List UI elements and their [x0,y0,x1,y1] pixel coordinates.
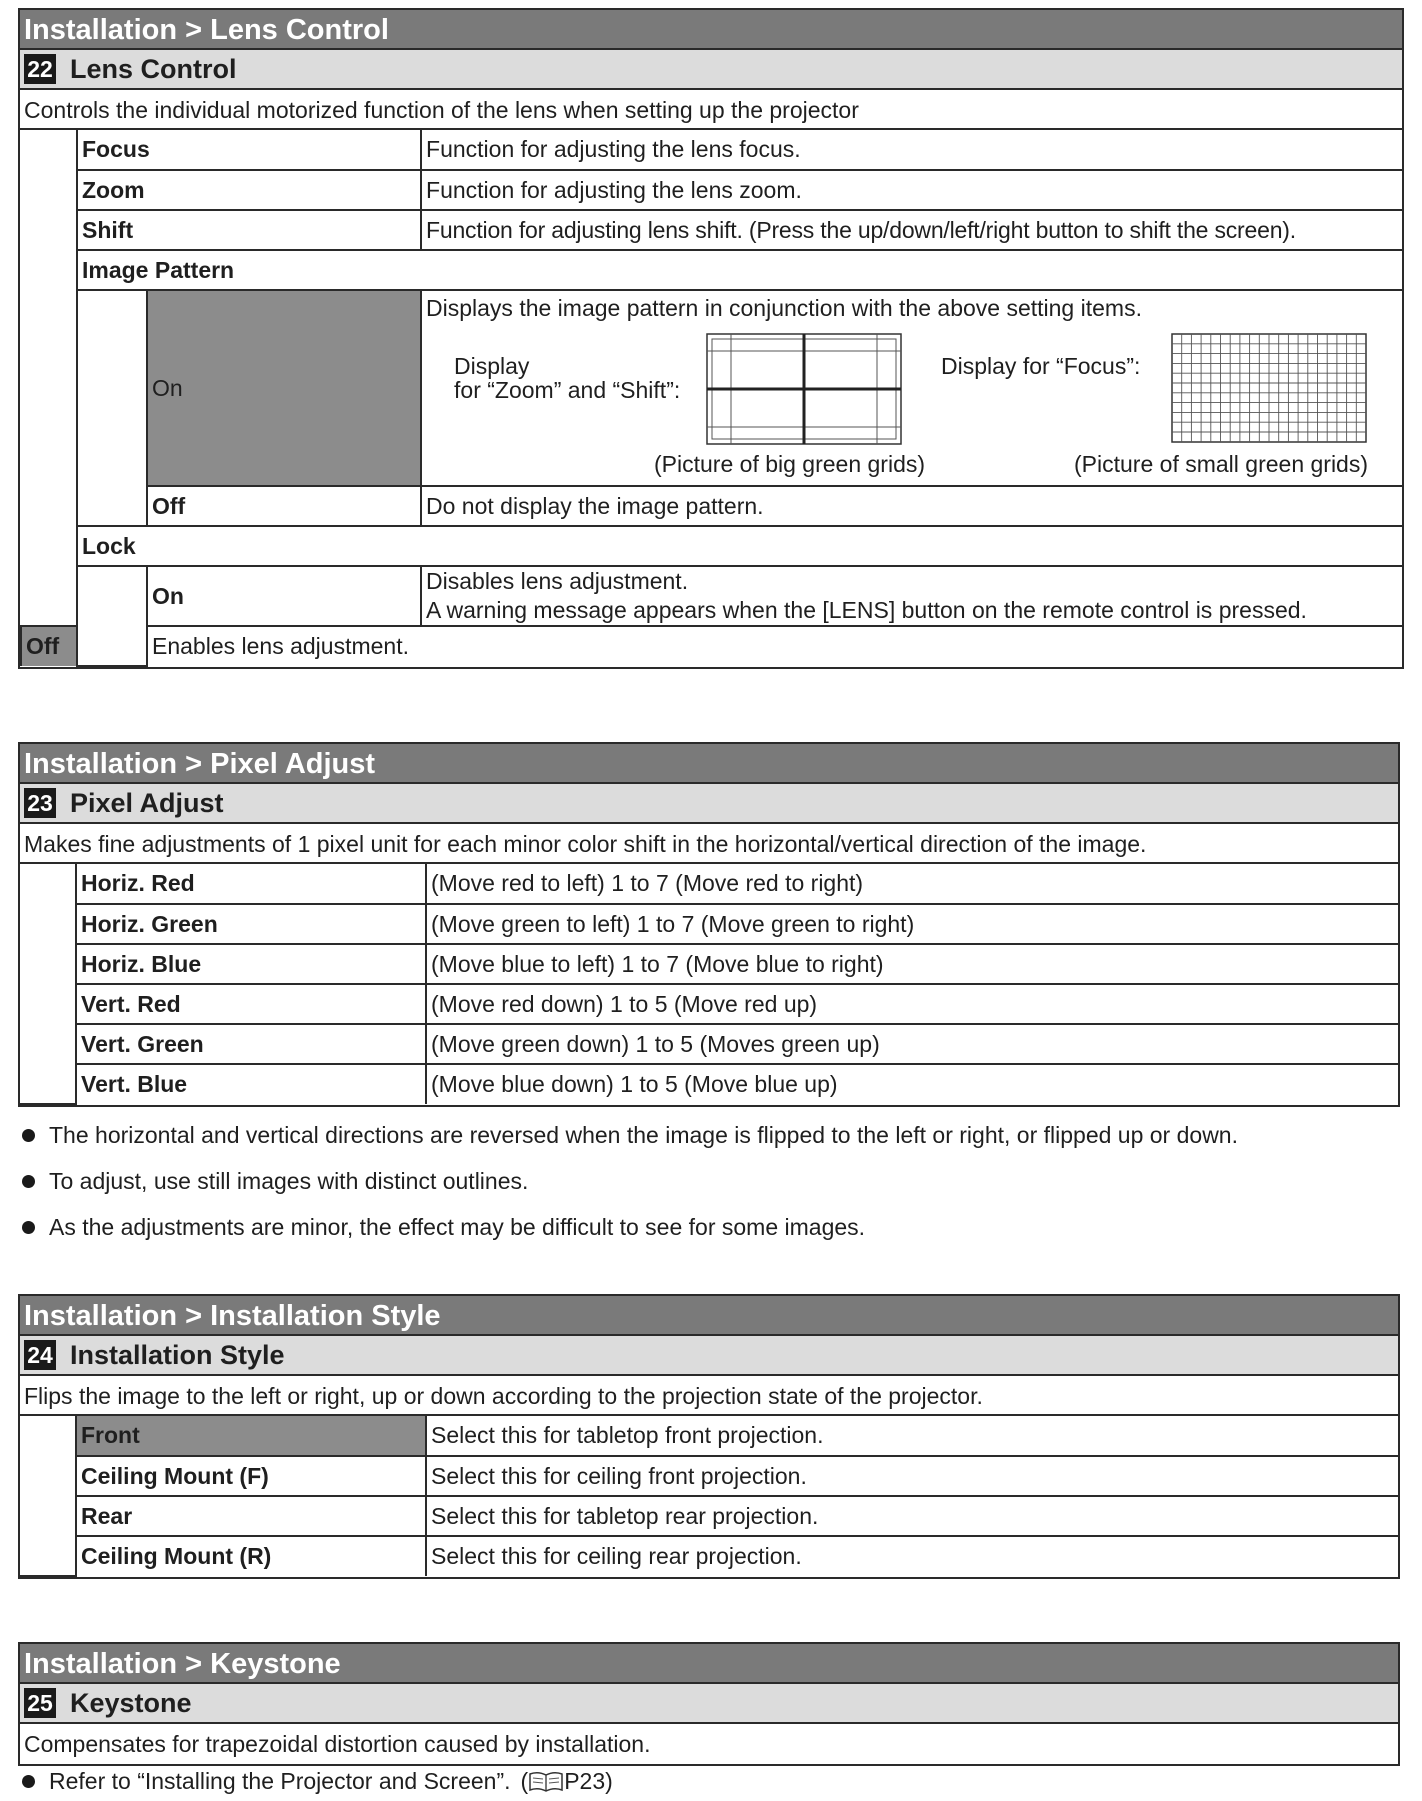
bullet-icon [22,1175,35,1188]
section-title [20,1684,1398,1724]
list-item: As the adjustments are minor, the effect may be difficult to see for some images. [22,1204,1412,1250]
pixel-adjust-table [20,864,1398,1105]
table-row-label: Vert. Red [76,984,426,1024]
image-pattern-on-label: On [147,290,421,486]
table-row-desc: Select this for ceiling rear projection. [426,1536,1398,1576]
list-item: To adjust, use still images with distinct outlines. [22,1158,1412,1204]
table-row-label: Horiz. Blue [76,944,426,984]
focus-label: Focus [77,130,421,170]
indent-cell [20,864,76,1104]
lock-label: Lock [77,526,1402,566]
small-grid-caption: (Picture of small green grids) [1074,451,1369,477]
lock-off-desc: Enables lens adjustment. [147,626,421,666]
table-row-desc: (Move blue down) 1 to 5 (Move blue up) [426,1064,1398,1104]
display-zoom-line1: Display [454,353,530,379]
section-title-text: Keystone [70,1688,192,1718]
keystone-note-text: Refer to “Installing the Projector and Screen”. [49,1768,511,1794]
table-row-desc: Select this for tabletop front projection. [426,1416,1398,1456]
display-focus-label: Display for “Focus”: [941,353,1141,379]
lock-off-label: Off [21,626,77,666]
lens-control-table [20,130,1402,667]
table-row-label: Vert. Blue [76,1064,426,1104]
keystone-notes [22,1762,1412,1800]
table-row-label: Horiz. Green [76,904,426,944]
indent-cell [77,566,147,666]
installation-style-section [18,1294,1400,1579]
table-row-desc: Select this for tabletop rear projection. [426,1496,1398,1536]
table-row-desc: (Move green down) 1 to 5 (Moves green up) [426,1024,1398,1064]
shift-desc: Function for adjusting lens shift. (Press the up/down/left/right button to shift the screen). [421,210,1402,250]
image-pattern-on-desc [421,290,1402,486]
section-title-text: Pixel Adjust [70,788,224,818]
lens-control-section [18,8,1404,669]
pixel-adjust-section [18,742,1400,1107]
section-title [20,1336,1398,1376]
big-grid-caption: (Picture of big green grids) [654,451,926,477]
bullet-icon [22,1129,35,1142]
section-title-text: Lens Control [70,54,237,84]
section-header: Installation > Lens Control [20,10,1402,50]
table-row-label: Horiz. Red [76,864,426,904]
section-description: Flips the image to the left or right, up or down according to the projection state of the projector. [20,1376,1398,1416]
display-zoom-line2: for “Zoom” and “Shift”: [454,377,681,403]
big-grid-pattern-image [706,333,902,445]
table-row-label: Ceiling Mount (F) [76,1456,426,1496]
section-description: Controls the individual motorized function of the lens when setting up the projector [20,90,1402,130]
image-pattern-label: Image Pattern [77,250,1402,290]
lock-on-desc-line1: Disables lens adjustment. [426,568,689,594]
table-row-desc: (Move blue to left) 1 to 7 (Move blue to right) [426,944,1398,984]
bullet-icon [22,1775,35,1788]
bullet-icon [22,1221,35,1234]
section-number: 25 [24,1688,56,1718]
page-reference[interactable]: P23 [564,1768,606,1794]
installation-style-table [20,1416,1398,1577]
lock-on-desc [421,566,1402,626]
lock-on-label: On [147,566,421,626]
table-row-label: Ceiling Mount (R) [76,1536,426,1576]
list-item: Refer to “Installing the Projector and Screen”. ( P23 ) [22,1762,1412,1800]
pattern-intro: Displays the image pattern in conjunction with the above setting items. [426,295,1142,321]
section-title [20,50,1402,90]
keystone-section [18,1642,1400,1766]
table-row-desc: (Move red down) 1 to 5 (Move red up) [426,984,1398,1024]
table-row-label: Vert. Green [76,1024,426,1064]
table-row-label: Rear [76,1496,426,1536]
lock-on-desc-line2: A warning message appears when the [LENS] button on the remote control is pressed. [426,597,1307,623]
section-header: Installation > Pixel Adjust [20,744,1398,784]
indent-cell [21,130,77,626]
indent-cell [20,1416,76,1576]
focus-desc: Function for adjusting the lens focus. [421,130,1402,170]
pixel-adjust-notes [22,1112,1412,1250]
section-description: Makes fine adjustments of 1 pixel unit for each minor color shift in the horizontal/vertical direction of the image. [20,824,1398,864]
table-row-desc: Select this for ceiling front projection. [426,1456,1398,1496]
image-pattern-off-desc: Do not display the image pattern. [421,486,1402,526]
book-icon [528,1770,564,1792]
section-title [20,784,1398,824]
section-title-text: Installation Style [70,1340,285,1370]
section-number: 24 [24,1340,56,1370]
section-number: 22 [24,54,56,84]
indent-cell [77,290,147,526]
table-row-label: Front [76,1416,426,1456]
section-header: Installation > Keystone [20,1644,1398,1684]
section-description: Compensates for trapezoidal distortion caused by installation. [24,1731,651,1757]
shift-label: Shift [77,210,421,250]
table-row-desc: (Move green to left) 1 to 7 (Move green to right) [426,904,1398,944]
table-row-desc: (Move red to left) 1 to 7 (Move red to right) [426,864,1398,904]
image-pattern-off-label: Off [147,486,421,526]
zoom-desc: Function for adjusting the lens zoom. [421,170,1402,210]
section-number: 23 [24,788,56,818]
zoom-label: Zoom [77,170,421,210]
small-grid-pattern-image [1171,333,1367,443]
list-item: The horizontal and vertical directions are reversed when the image is flipped to the left or right, or flipped up or down. [22,1112,1412,1158]
section-header: Installation > Installation Style [20,1296,1398,1336]
